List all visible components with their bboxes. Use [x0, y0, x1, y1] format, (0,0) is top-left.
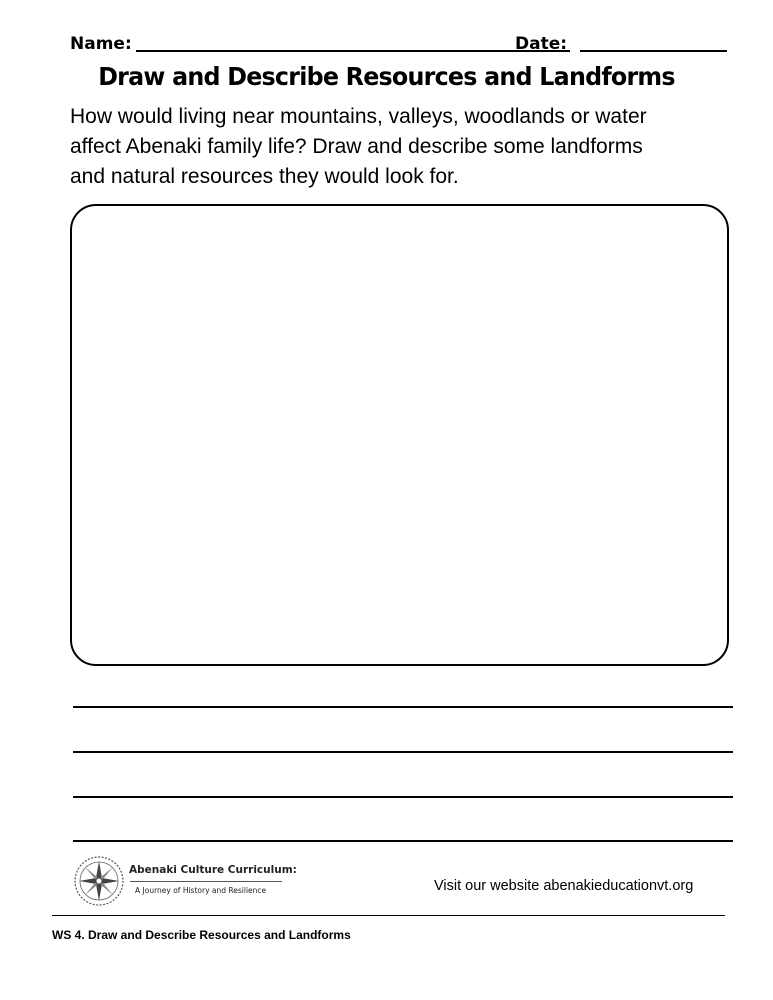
writing-line-2[interactable]	[73, 751, 733, 753]
logo-subtitle: A Journey of History and Resilience	[135, 886, 267, 895]
name-blank-line[interactable]	[136, 50, 570, 52]
name-label: Name:	[70, 34, 132, 54]
footer-divider	[52, 915, 725, 916]
curriculum-logo	[73, 855, 313, 910]
prompt-line: and natural resources they would look for.	[70, 165, 459, 188]
website-link[interactable]: Visit our website abenakieducationvt.org	[434, 878, 694, 894]
prompt-line: How would living near mountains, valleys, woodlands or water	[70, 105, 647, 128]
drawing-area[interactable]	[70, 204, 729, 666]
page-title: Draw and Describe Resources and Landforms	[98, 62, 675, 91]
prompt-text	[70, 102, 710, 192]
date-label: Date:	[515, 34, 568, 54]
writing-line-4[interactable]	[73, 840, 733, 842]
date-blank-line[interactable]	[580, 50, 727, 52]
writing-line-1[interactable]	[73, 706, 733, 708]
logo-divider	[130, 881, 282, 882]
header-row	[70, 30, 730, 58]
compass-star-icon	[73, 855, 125, 907]
writing-line-3[interactable]	[73, 796, 733, 798]
prompt-line: affect Abenaki family life? Draw and describe some landforms	[70, 135, 643, 158]
worksheet-label: WS 4. Draw and Describe Resources and Landforms	[52, 928, 351, 942]
logo-title: Abenaki Culture Curriculum:	[129, 864, 297, 876]
